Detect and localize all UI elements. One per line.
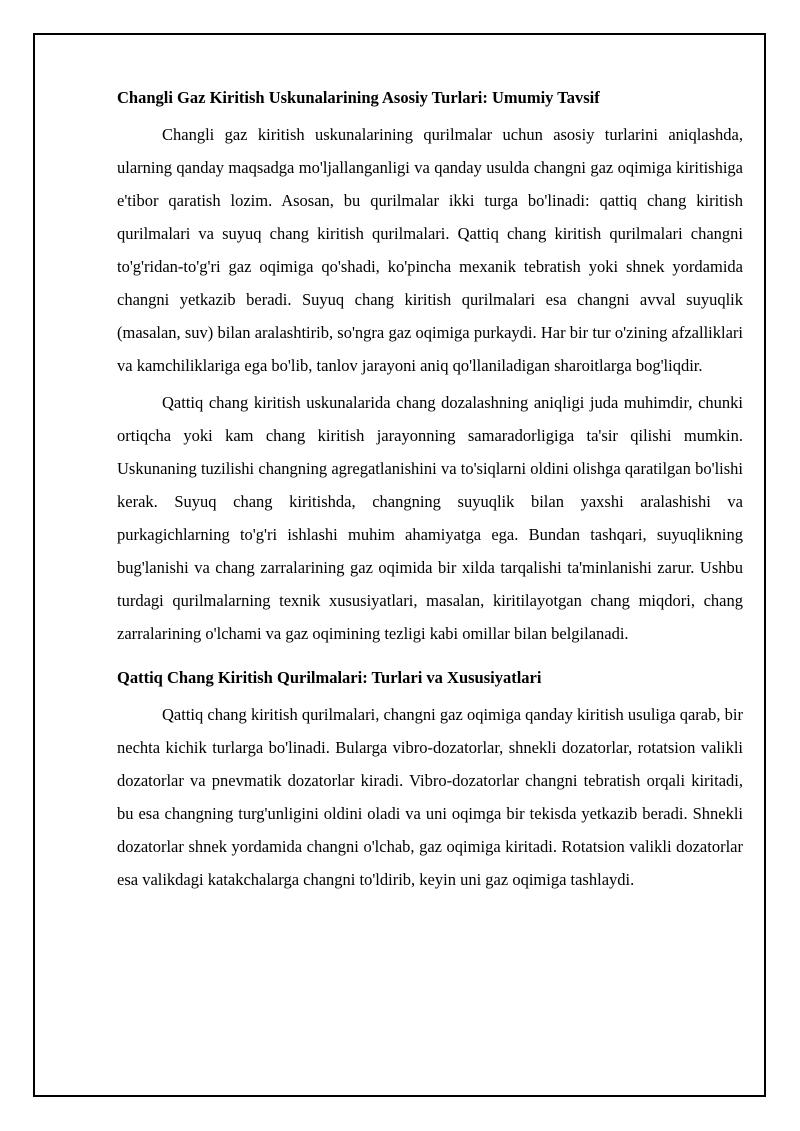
paragraph-2: Qattiq chang kiritish uskunalarida chang dozalashning aniqligi juda muhimdir, chunki ortiqcha yoki kam chang kiritish jarayonning samaradorligiga ta'sir qilishi mumkin. Uskunaning tuzilishi changning agregatlanishini va to'siqlarni oldini olishga qaratilgan bo'lishi kerak. Suyuq chang kiritishda, changning suyuqlik bilan yaxshi aralashishi va purkagichlarning to'g'ri ishlashi muhim ahamiyatga ega. Bundan tashqari, suyuqlikning bug'lanishi va chang zarralarining gaz oqimida bir xilda tarqalishi ta'minlanishi zarur. Ushbu turdagi qurilmalarning texnik xususiyatlari, masalan, kiritilayotgan chang miqdori, chang zarralarining o'lchami va gaz oqimining tezligi kabi omillar bilan belgilanadi. <box>117 393 743 643</box>
section-heading-general-overview: Changli Gaz Kiritish Uskunalarining Asosiy Turlari: Umumiy Tavsif <box>117 88 600 107</box>
paragraph-3: Qattiq chang kiritish qurilmalari, changni gaz oqimiga qanday kiritish usuliga qarab, bir nechta kichik turlarga bo'linadi. Bularga vibro-dozatorlar, shnekli dozatorlar, rotatsion valikli dozatorlar va pnevmatik dozatorlar kiradi. Vibro-dozatorlar changni tebratish orqali kiritadi, bu esa changning turg'unligini oldini oladi va uni oqimga bir tekisda yetkazib beradi. Shnekli dozatorlar shnek yordamida changni o'lchab, gaz oqimiga kiritadi. Rotatsion valikli dozatorlar esa valikdagi katakchalarga changni to'ldirib, keyin uni gaz oqimiga tashlaydi. <box>117 705 743 889</box>
document-body <box>117 82 743 1057</box>
section-heading-solid-dust-devices: Qattiq Chang Kiritish Qurilmalari: Turlari va Xususiyatlari <box>117 668 542 687</box>
paragraph-1: Changli gaz kiritish uskunalarining qurilmalar uchun asosiy turlarini aniqlashda, ularning qanday maqsadga mo'ljallanganligi va qanday usulda changni gaz oqimiga kiritishiga e'tibor qaratish lozim. Asosan, bu qurilmalar ikki turga bo'linadi: qattiq chang kiritish qurilmalari va suyuq chang kiritish qurilmalari. Qattiq chang kiritish qurilmalari changni to'g'ridan-to'g'ri gaz oqimiga qo'shadi, ko'pincha mexanik tebratish yoki shnek yordamida changni yetkazib beradi. Suyuq chang kiritish qurilmalari esa changni avval suyuqlik (masalan, suv) bilan aralashtirib, so'ngra gaz oqimiga purkaydi. Har bir tur o'zining afzalliklari va kamchiliklariga ega bo'lib, tanlov jarayoni aniq qo'llaniladigan sharoitlarga bog'liqdir. <box>117 125 743 375</box>
